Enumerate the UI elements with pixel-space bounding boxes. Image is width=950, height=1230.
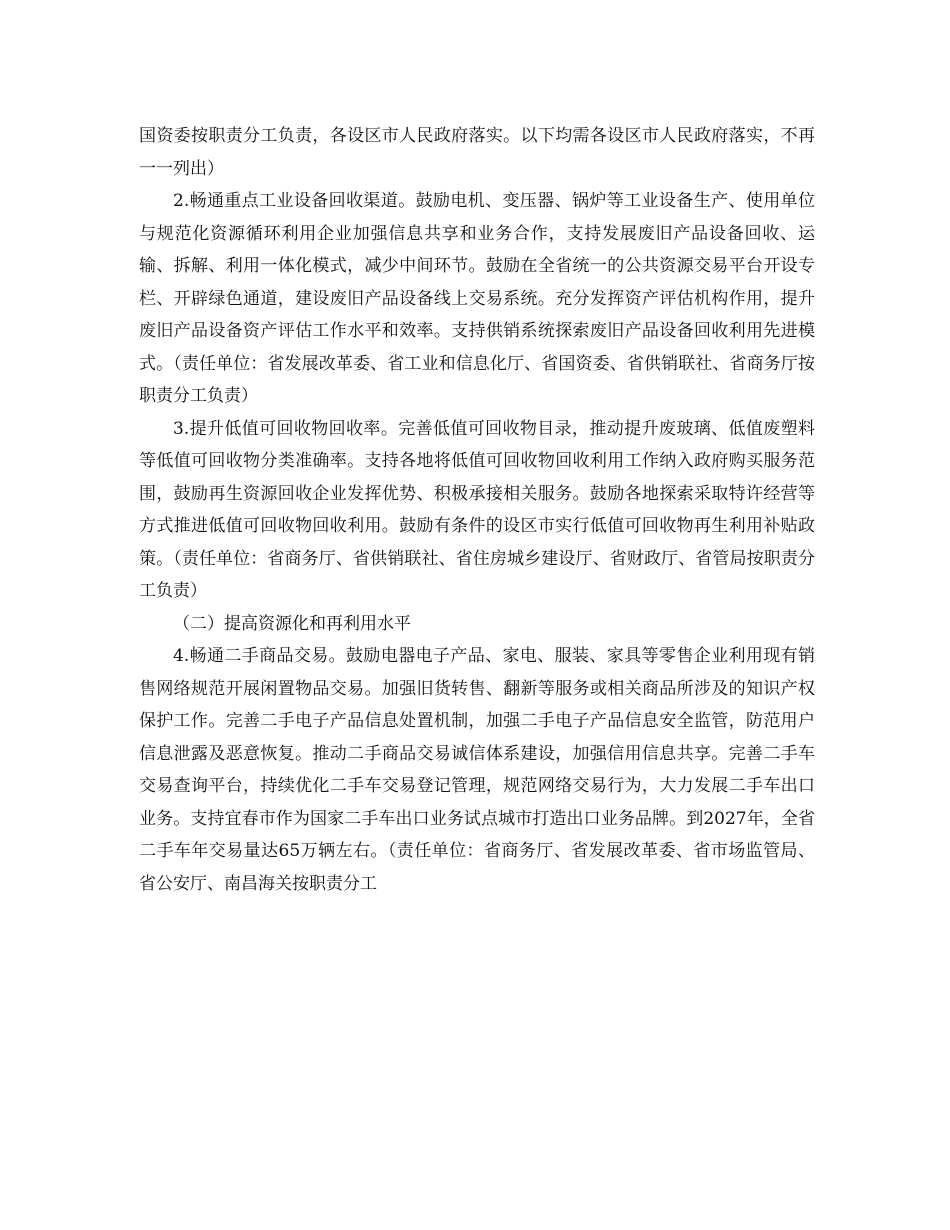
section-heading-2: （二）提高资源化和再利用水平 [173, 613, 411, 634]
paragraph-continuation: 国资委按职责分工负责，各设区市人民政府落实。以下均需各设区市人民政府落实，不再一一列出） [139, 126, 815, 179]
paragraph-item-2: 2.畅通重点工业设备回收渠道。鼓励电机、变压器、锅炉等工业设备生产、使用单位与规范化资源循环利用企业加强信息共享和业务合作，支持发展废旧产品设备回收、运输、拆解、利用一体化模式，减少中间环节。鼓励在全省统一的公共资源交易平台开设专栏、开辟绿色通道，建设废旧产品设备线上交易系统。充分发挥资产评估机构作用，提升废旧产品设备资产评估工作水平和效率。支持供销系统探索废旧产品设备回收利用先进模式。（责任单位：省发展改革委、省工业和信息化厅、省国资委、省供销联社、省商务厅按职责分工负责） [139, 191, 815, 406]
paragraph-item-3: 3.提升低值可回收物回收率。完善低值可回收物目录，推动提升废玻璃、低值废塑料等低值可回收物分类准确率。支持各地将低值可回收物回收利用工作纳入政府购买服务范围，鼓励再生资源回收企业发挥优势、积极承接相关服务。鼓励各地探索采取特许经营等方式推进低值可回收物回收利用。鼓励有条件的设区市实行低值可回收物再生利用补贴政策。（责任单位：省商务厅、省供销联社、省住房城乡建设厅、省财政厅、省管局按职责分工负责） [139, 418, 815, 601]
document-body [139, 120, 815, 900]
paragraph-item-4: 4.畅通二手商品交易。鼓励电器电子产品、家电、服装、家具等零售企业利用现有销售网络规范开展闲置物品交易。加强旧货转售、翻新等服务或相关商品所涉及的知识产权保护工作。完善二手电子产品信息处置机制，加强二手电子产品信息安全监管，防范用户信息泄露及恶意恢复。推动二手商品交易诚信体系建设，加强信用信息共享。完善二手车交易查询平台，持续优化二手车交易登记管理，规范网络交易行为，大力发展二手车出口业务。支持宜春市作为国家二手车出口业务试点城市打造出口业务品牌。到2027年，全省二手车年交易量达65万辆左右。（责任单位：省商务厅、省发展改革委、省市场监管局、省公安厅、南昌海关按职责分工 [139, 646, 815, 894]
